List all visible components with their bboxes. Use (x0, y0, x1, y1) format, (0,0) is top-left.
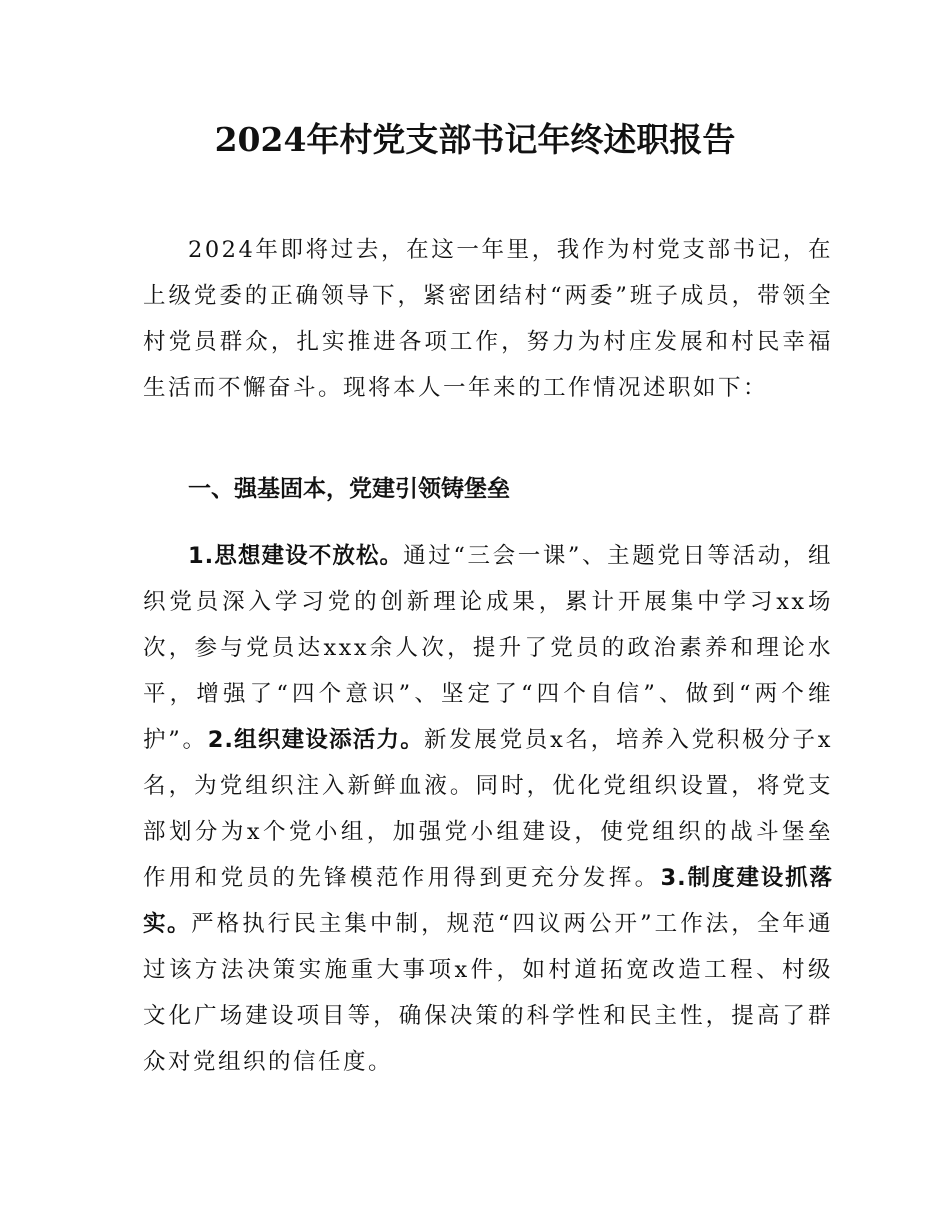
document-title: 2024年村党支部书记年终述职报告 (214, 120, 736, 159)
section-paragraph (143, 533, 833, 1085)
item-text: 通过“三会一课”、主题党日等活动，组织党员深入学习党的创新理论成果，累计开展集中学习xx场次，参与党员达xxx余人次，提升了党员的政治素养和理论水平，增强了“四个意识”、坚定了“四个自信”、做到“两个维护”。 (143, 543, 833, 753)
item-lead: 1.思想建设不放松。 (188, 543, 404, 569)
item-lead: 2.组织建设添活力。 (207, 727, 424, 753)
item-text: 新发展党员x名，培养入党积极分子x名，为党组织注入新鲜血液。同时，优化党组织设置，将党支部划分为x个党小组，加强党小组建设，使党组织的战斗堡垒作用和党员的先锋模范作用得到更充分发挥。 (143, 727, 833, 891)
item-lead: 3.制度建设抓落实。 (143, 865, 833, 937)
item-text: 严格执行民主集中制，规范“四议两公开”工作法，全年通过该方法决策实施重大事项x件，如村道拓宽改造工程、村级文化广场建设项目等，确保决策的科学性和民主性，提高了群众对党组织的信任度。 (143, 911, 833, 1075)
intro-paragraph: 2024年即将过去，在这一年里，我作为村党支部书记，在上级党委的正确领导下，紧密团结村“两委”班子成员，带领全村党员群众，扎实推进各项工作，努力为村庄发展和村民幸福生活而不懈奋斗。现将本人一年来的工作情况述职如下： (143, 237, 833, 401)
section-heading: 一、强基固本，党建引领铸堡垒 (188, 476, 510, 502)
